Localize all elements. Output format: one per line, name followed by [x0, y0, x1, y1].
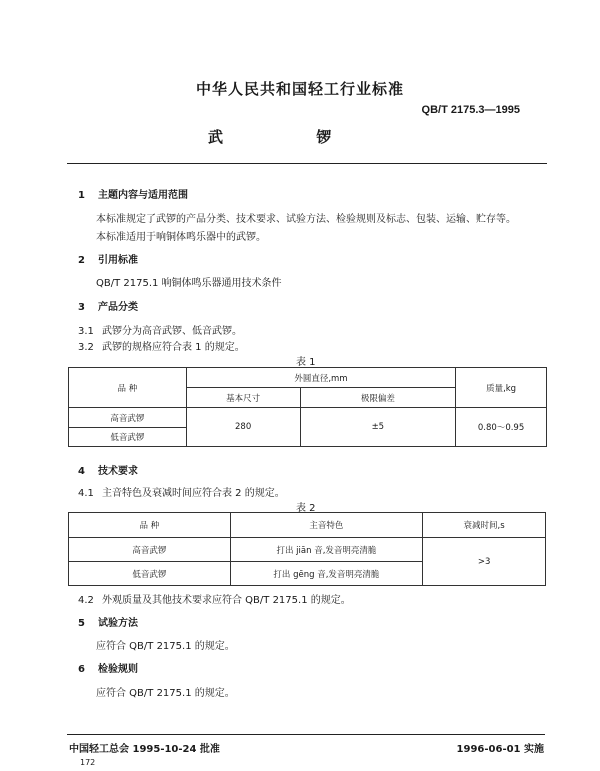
section-6-heading: [78, 660, 138, 675]
clause-text: 武锣分为高音武锣、低音武锣。: [102, 326, 242, 337]
table-2-feature-cell: 打出 gēng 音,发音明亮清脆: [230, 562, 423, 586]
clause-text: 武锣的规格应符合表 1 的规定。: [102, 342, 245, 353]
clause-3-1: [78, 322, 242, 337]
section-title: 试验方法: [98, 618, 138, 629]
section-3-heading: [78, 298, 138, 313]
section-number: 3: [78, 302, 85, 313]
table-1-header-diameter: 外圆直径,mm: [186, 368, 455, 388]
section-number: 6: [78, 664, 85, 675]
clause-3-2: [78, 338, 245, 353]
table-1-variety-cell: 高音武锣: [69, 408, 187, 428]
clause-number: 4.1: [78, 488, 94, 499]
section-5-paragraph-1: 应符合 QB/T 2175.1 的规定。: [96, 641, 235, 652]
section-number: 2: [78, 255, 85, 266]
implementation-date: 1996-06-01 实施: [456, 744, 544, 755]
clause-number: 3.2: [78, 342, 94, 353]
table-1-tolerance-value: ±5: [300, 408, 456, 447]
approval-date: 中国轻工总会 1995-10-24 批准: [69, 744, 220, 755]
table-1-header-mass: 质量,kg: [456, 368, 547, 408]
section-1-paragraph-2: 本标准适用于响铜体鸣乐器中的武锣。: [96, 232, 266, 243]
section-title: 产品分类: [98, 302, 138, 313]
clause-4-1: [78, 484, 285, 499]
table-2: [68, 512, 546, 586]
section-2-paragraph-1: QB/T 2175.1 响铜体鸣乐器通用技术条件: [96, 278, 282, 289]
table-2-header-decay: 衰减时间,s: [423, 513, 546, 538]
section-5-heading: [78, 614, 138, 629]
table-1-mass-value: 0.80～0.95: [456, 408, 547, 447]
table-1-header-tolerance: 极限偏差: [300, 388, 456, 408]
table-2-header-variety: 品 种: [69, 513, 231, 538]
table-2-variety-cell: 低音武锣: [69, 562, 231, 586]
section-number: 5: [78, 618, 85, 629]
table-1-variety-cell: 低音武锣: [69, 428, 187, 447]
section-title: 引用标准: [98, 255, 138, 266]
section-number: 4: [78, 466, 85, 477]
section-1-heading: [78, 186, 188, 201]
section-1-paragraph-1: 本标准规定了武锣的产品分类、技术要求、试验方法、检验规则及标志、包装、运输、贮存等。: [96, 214, 516, 225]
section-title: 技术要求: [98, 466, 138, 477]
section-4-heading: [78, 462, 138, 477]
table-1-header-variety: 品 种: [69, 368, 187, 408]
section-number: 1: [78, 190, 85, 201]
document-title: 武 锣: [208, 128, 376, 146]
section-6-paragraph-1: 应符合 QB/T 2175.1 的规定。: [96, 688, 235, 699]
standard-category: 中华人民共和国轻工行业标准: [195, 80, 404, 98]
clause-4-2: [78, 591, 351, 606]
standard-number: QB/T 2175.3—1995: [421, 104, 520, 116]
header-divider: [67, 163, 547, 164]
clause-text: 主音特色及衰减时间应符合表 2 的规定。: [102, 488, 285, 499]
table-1-basic-value: 280: [186, 408, 300, 447]
table-1-header-basic: 基本尺寸: [186, 388, 300, 408]
section-title: 检验规则: [98, 664, 138, 675]
page-number: 172: [80, 758, 96, 767]
table-1: [68, 367, 547, 447]
clause-number: 4.2: [78, 595, 94, 606]
clause-text: 外观质量及其他技术要求应符合 QB/T 2175.1 的规定。: [102, 595, 351, 606]
section-title: 主题内容与适用范围: [98, 190, 188, 201]
table-2-variety-cell: 高音武锣: [69, 538, 231, 562]
clause-number: 3.1: [78, 326, 94, 337]
table-1-caption: 表 1: [296, 357, 316, 368]
table-2-decay-value: >3: [423, 538, 546, 586]
table-2-caption: 表 2: [296, 503, 316, 514]
table-2-feature-cell: 打出 jiān 音,发音明亮清脆: [230, 538, 423, 562]
table-2-header-feature: 主音特色: [230, 513, 423, 538]
footer-divider: [67, 734, 545, 735]
section-2-heading: [78, 251, 138, 266]
